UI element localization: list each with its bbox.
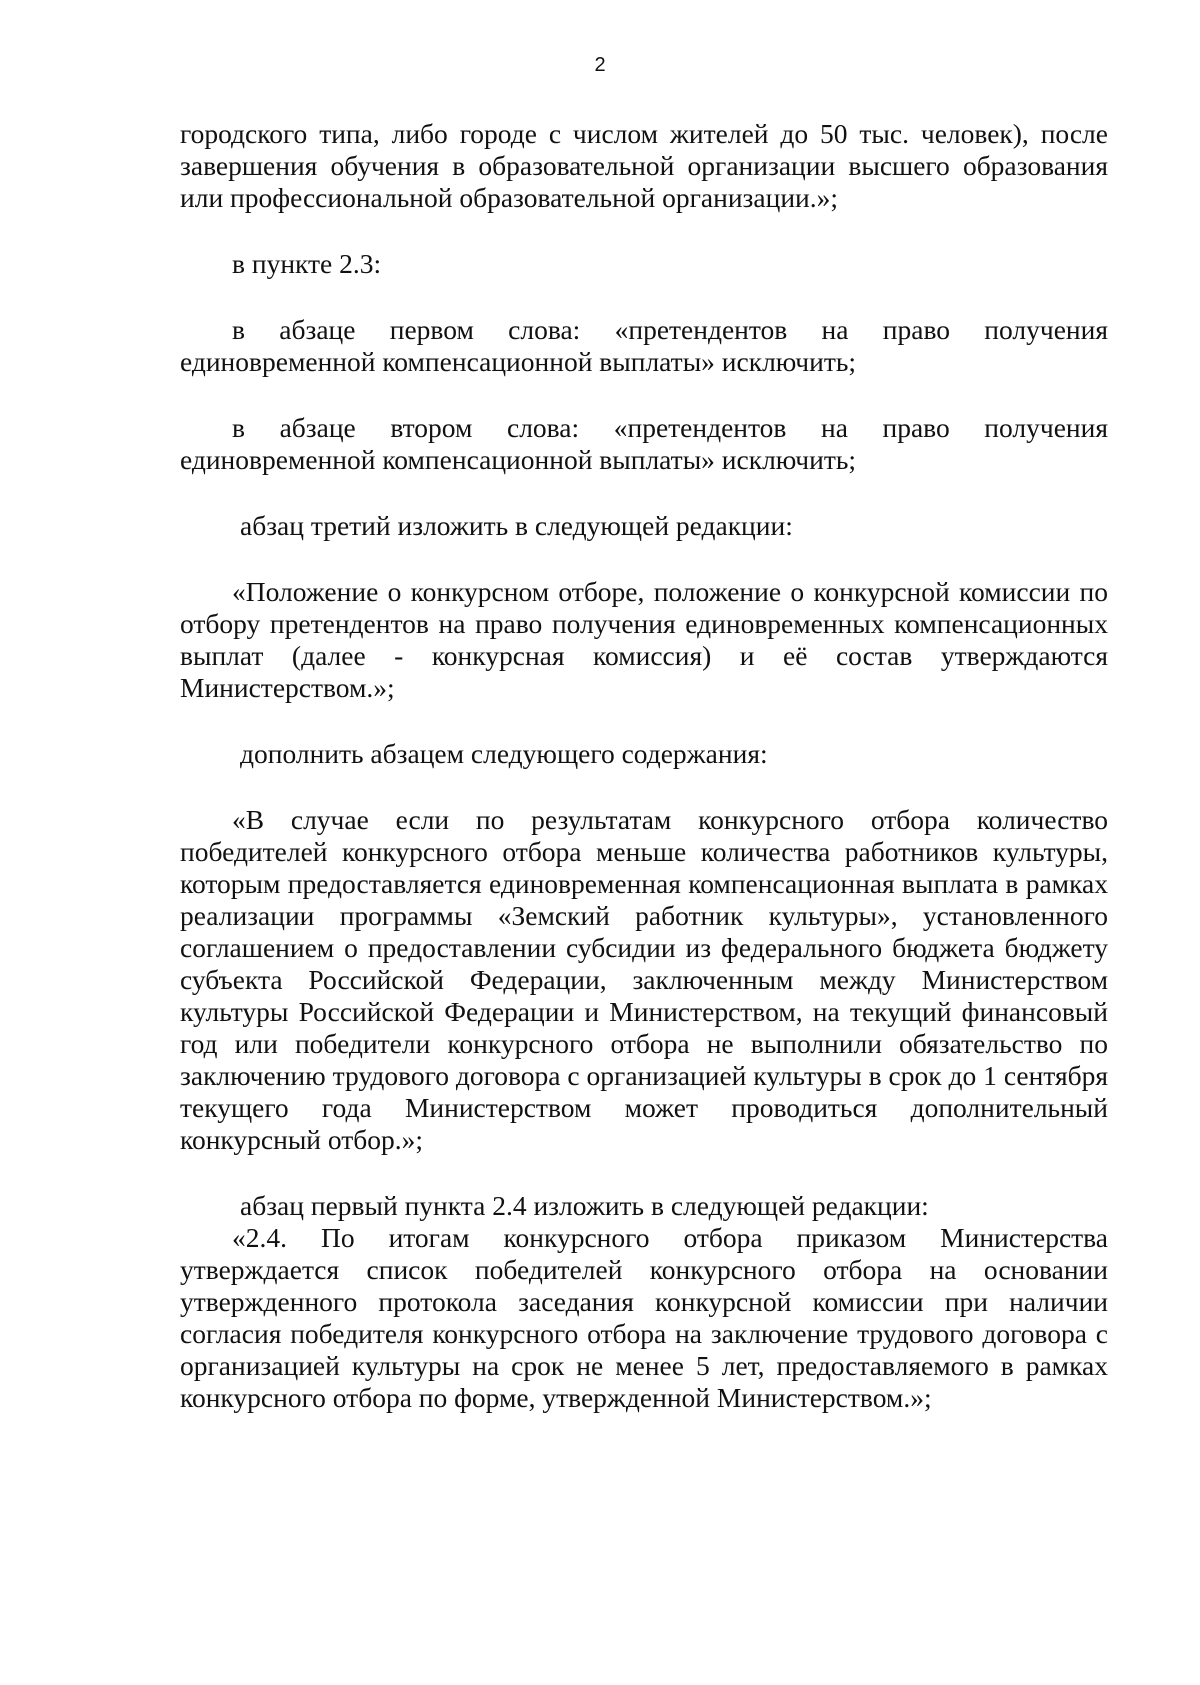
paragraph-first-abzac: в абзаце первом слова: «претендентов на право получения единовременной компенсационной выплаты» исключить; xyxy=(180,314,1108,377)
paragraph-second-abzac: в абзаце втором слова: «претендентов на право получения единовременной компенсационной выплаты» исключить; xyxy=(180,412,1108,475)
paragraph-item-2-4-text: «2.4. По итогам конкурсного отбора приказом Министерства утверждается список победителей конкурсного отбора на основании утвержденного протокола заседания конкурсной комиссии при наличии согласия победителя конкурсного отбора на заключение трудового договора с организацией культуры на срок не менее 5 лет, предоставляемого в рамках конкурсного отбора по форме, утвержденной Министерством.»; xyxy=(180,1222,1108,1413)
paragraph-item-2-4-instruction: абзац первый пункта 2.4 изложить в следующей редакции: xyxy=(240,1190,929,1221)
paragraph-continuation: городского типа, либо городе с числом жителей до 50 тыс. человек), после завершения обучения в образовательной организации высшего образования или профессиональной образовательной организации.»; xyxy=(180,118,1108,213)
paragraph-third-abzac-text: «Положение о конкурсном отборе, положение о конкурсной комиссии по отбору претендентов на право получения единовременных компенсационных выплат (далее - конкурсная комиссия) и её состав утверждаются Министерством.»; xyxy=(180,576,1108,703)
paragraph-supplement-instruction: дополнить абзацем следующего содержания: xyxy=(240,738,768,769)
page-number: 2 xyxy=(594,54,606,76)
paragraph-supplement-text: «В случае если по результатам конкурсного отбора количество победителей конкурсного отбора меньше количества работников культуры, которым предоставляется единовременная компенсационная выплата в рамках реализации программы «Земский работник культуры», установленного соглашением о предоставлении субсидии из федерального бюджета бюджету субъекта Российской Федерации, заключенным между Министерством культуры Российской Федерации и Министерством, на текущий финансовый год или победители конкурсного отбора не выполнили обязательство по заключению трудового договора с организацией культуры в срок до 1 сентября текущего года Министерством может проводиться дополнительный конкурсный отбор.»; xyxy=(180,804,1108,1155)
paragraph-item-2-3: в пункте 2.3: xyxy=(232,248,382,279)
paragraph-third-abzac-instruction: абзац третий изложить в следующей редакции: xyxy=(240,510,793,541)
document-body xyxy=(180,118,1108,1414)
